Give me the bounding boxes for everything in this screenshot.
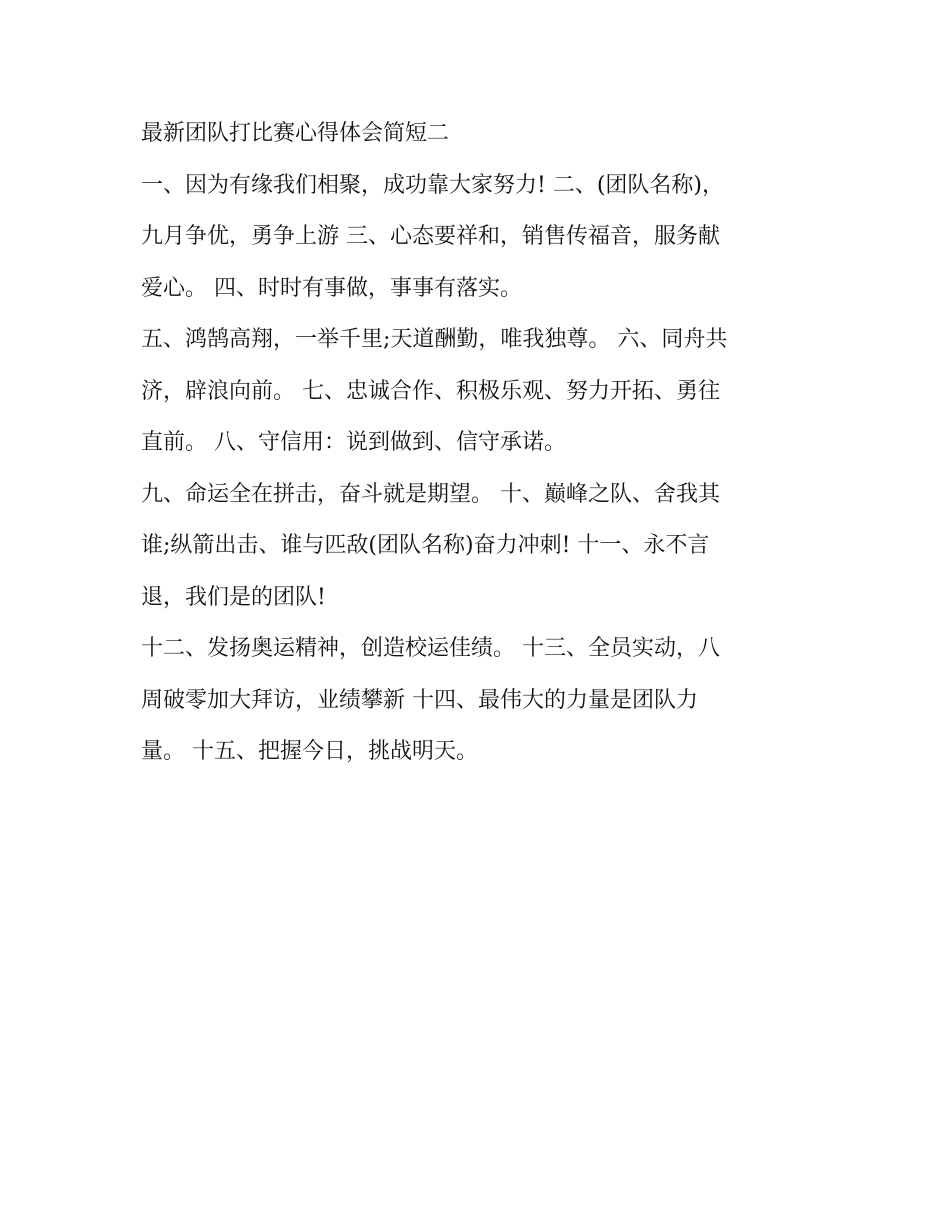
text-line: 周破零加大拜访，业绩攀新 十四、最伟大的力量是团队力 <box>141 687 698 713</box>
document-title: 最新团队打比赛心得体会简短二 <box>141 121 450 146</box>
text-line: 谁;纵箭出击、谁与匹敌(团队名称)奋力冲刺! 十一、永不言 <box>141 533 710 558</box>
text-line: 爱心。 四、时时有事做，事事有落实。 <box>141 275 522 301</box>
text-line: 九、命运全在拼击，奋斗就是期望。 十、巅峰之队、舍我其 <box>141 481 720 507</box>
paragraph-2 <box>141 314 807 469</box>
paragraph-1 <box>141 160 807 315</box>
text-line: 济，辟浪向前。 七、忠诚合作、积极乐观、努力开拓、勇往 <box>141 378 720 404</box>
text-line: 十二、发扬奥运精神，创造校运佳绩。 十三、全员实动，八 <box>141 636 720 661</box>
text-line: 一、因为有缘我们相聚，成功靠大家努力! 二、(团队名称)， <box>141 172 725 198</box>
paragraph-3 <box>141 469 807 624</box>
text-line: 退，我们是的团队! <box>141 584 326 610</box>
text-line: 直前。 八、守信用：说到做到、信守承诺。 <box>141 430 566 455</box>
paragraph-4 <box>141 623 807 778</box>
text-line: 量。 十五、把握今日，挑战明天。 <box>141 739 478 764</box>
text-line: 九月争优，勇争上游 三、心态要祥和，销售传福音，服务献 <box>141 224 720 249</box>
document-body <box>141 108 807 778</box>
text-line: 五、鸿鹄高翔，一举千里;天道酬勤，唯我独尊。 六、同舟共 <box>141 327 728 352</box>
